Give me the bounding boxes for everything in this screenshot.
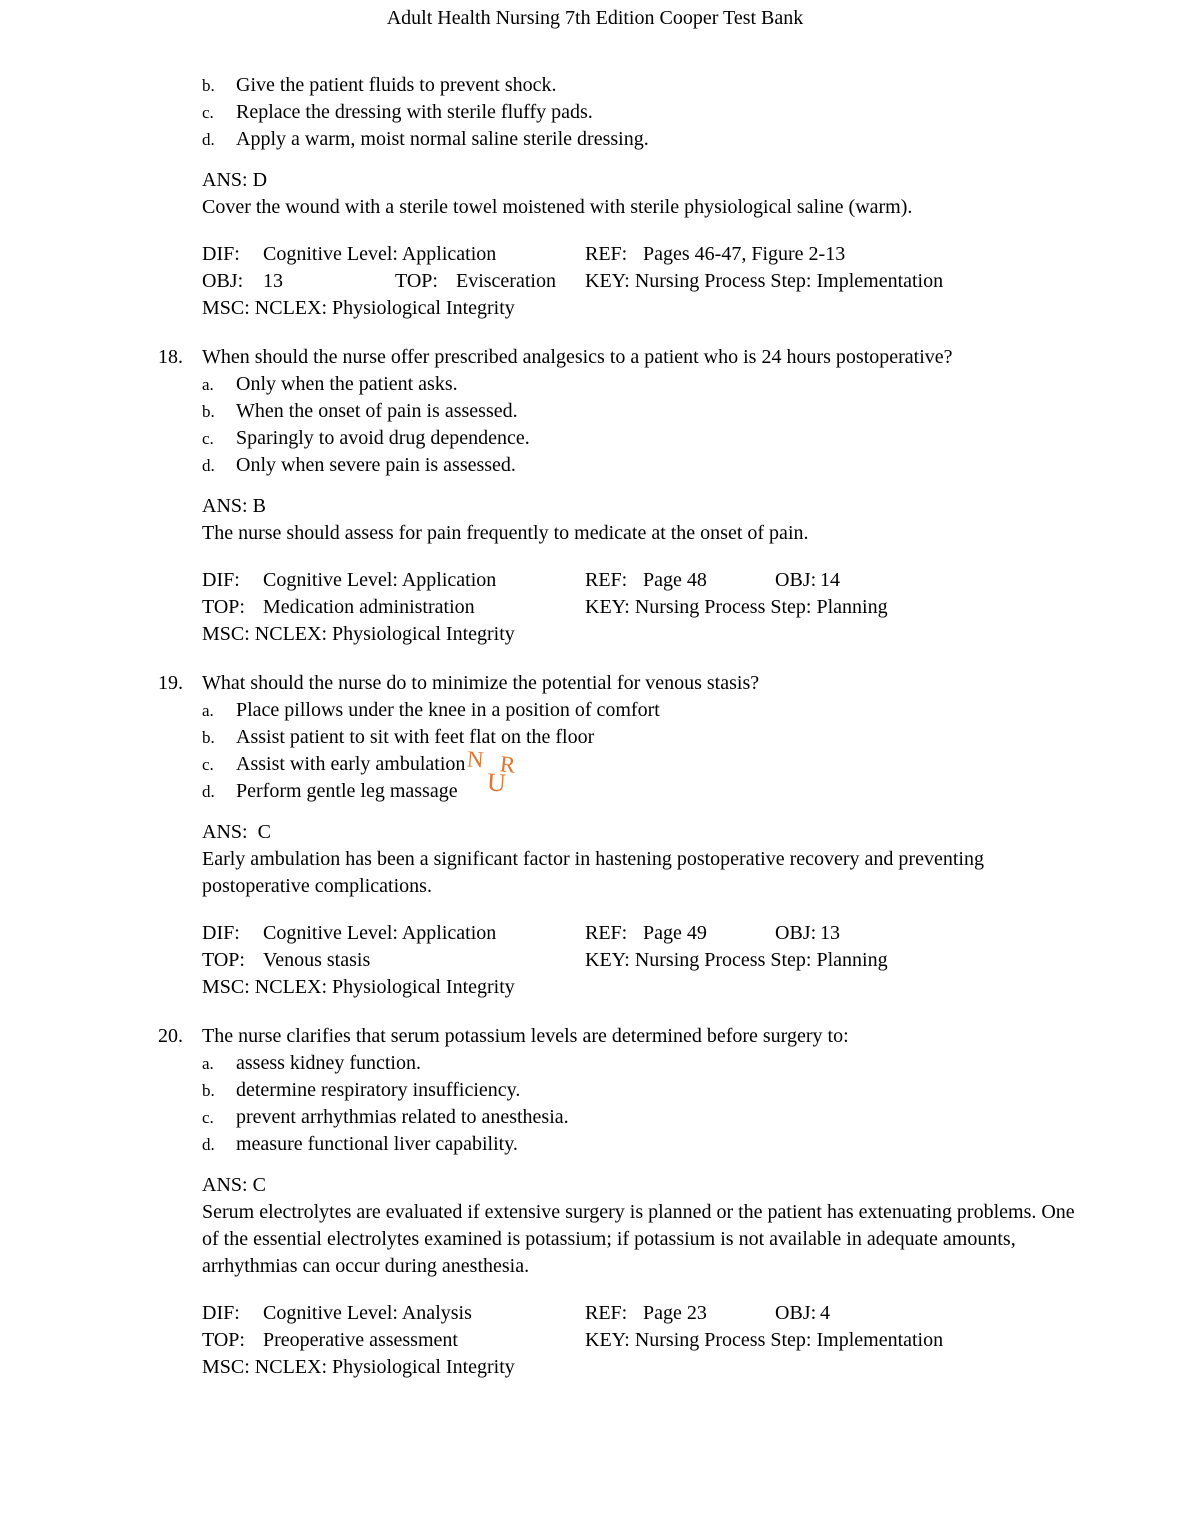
meta-obj-value: 13 (263, 270, 283, 292)
option-text: Assist with early ambulation (236, 753, 466, 775)
meta-row-dif-ref-obj (202, 1300, 1084, 1327)
meta-top-value: Medication administration (263, 596, 475, 618)
meta-obj (775, 567, 840, 594)
answer-option (202, 1104, 1084, 1131)
meta-top-label: TOP: (202, 949, 245, 971)
question-metadata (202, 241, 1084, 322)
meta-ref-value: Page 23 (643, 1302, 707, 1324)
meta-top-label: TOP: (202, 1329, 245, 1351)
answer-option (202, 778, 1084, 805)
meta-msc: MSC: NCLEX: Physiological Integrity (202, 297, 515, 319)
question-line (158, 1023, 1084, 1050)
option-text: measure functional liver capability. (236, 1133, 518, 1155)
option-text: prevent arrhythmias related to anesthesia. (236, 1106, 569, 1128)
meta-msc: MSC: NCLEX: Physiological Integrity (202, 976, 515, 998)
option-letter: b. (202, 728, 215, 747)
option-text: Only when severe pain is assessed. (236, 454, 516, 476)
meta-row-msc (202, 974, 1084, 1001)
watermark-letter-u: U (486, 767, 507, 798)
meta-key: KEY: Nursing Process Step: Planning (585, 949, 888, 971)
meta-row-dif-ref-obj (202, 567, 1084, 594)
answer-option (202, 724, 1084, 751)
meta-dif-value: Cognitive Level: Application (263, 922, 497, 944)
meta-obj (775, 920, 840, 947)
answer-option (202, 1050, 1084, 1077)
rationale-text: Serum electrolytes are evaluated if extensive surgery is planned or the patient has extenuating problems. One of the essential electrolytes examined is potassium; if potassium is not available in adequate amounts, arrhythmias can occur during anesthesia. (202, 1201, 1075, 1277)
meta-ref-label: REF: (585, 922, 628, 944)
meta-row-obj-top-key (202, 268, 1084, 295)
meta-top-label: TOP: (395, 270, 438, 292)
question-text: The nurse clarifies that serum potassium levels are determined before surgery to: (202, 1025, 849, 1047)
question-line (158, 344, 1084, 371)
meta-dif-value: Cognitive Level: Application (263, 569, 497, 591)
option-text: Replace the dressing with sterile fluffy pads. (236, 101, 593, 123)
option-text: Perform gentle leg massage (236, 780, 458, 802)
question-text: What should the nurse do to minimize the potential for venous stasis? (202, 672, 760, 694)
meta-obj-value: 4 (820, 1302, 830, 1324)
option-letter: c. (202, 1108, 214, 1127)
meta-top (202, 947, 585, 974)
option-letter: d. (202, 782, 215, 801)
rationale-text: Early ambulation has been a significant factor in hastening postoperative recovery and preventing postoperative complications. (202, 848, 984, 897)
page-title: Adult Health Nursing 7th Edition Cooper Test Bank (386, 7, 804, 29)
answer-option (202, 1131, 1084, 1158)
option-letter: b. (202, 1081, 215, 1100)
option-text: assess kidney function. (236, 1052, 421, 1074)
rationale-text: The nurse should assess for pain frequently to medicate at the onset of pain. (202, 522, 809, 544)
answer-option (202, 697, 1084, 724)
meta-dif-value: Cognitive Level: Application (263, 243, 497, 265)
meta-obj (202, 268, 395, 295)
question-block-17 (202, 72, 1084, 322)
question-number: 20. (158, 1025, 183, 1047)
answer-option (202, 751, 1084, 778)
option-text: When the onset of pain is assessed. (236, 400, 518, 422)
answer-option (202, 452, 1084, 479)
meta-row-top-key (202, 594, 1084, 621)
meta-top (395, 268, 585, 295)
option-letter: a. (202, 701, 214, 720)
answer-option (202, 425, 1084, 452)
question-metadata (202, 1300, 1084, 1381)
meta-top-value: Venous stasis (263, 949, 371, 971)
meta-obj (775, 1300, 830, 1327)
meta-dif-label: DIF: (202, 922, 240, 944)
meta-ref-label: REF: (585, 243, 628, 265)
meta-row-dif-ref-obj (202, 920, 1084, 947)
meta-dif-label: DIF: (202, 1302, 240, 1324)
option-letter: b. (202, 402, 215, 421)
question-block-18 (158, 344, 1084, 648)
meta-top-label: TOP: (202, 596, 245, 618)
option-letter: b. (202, 76, 215, 95)
meta-top (202, 1327, 585, 1354)
meta-ref-label: REF: (585, 569, 628, 591)
option-text: determine respiratory insufficiency. (236, 1079, 521, 1101)
meta-ref (585, 567, 775, 594)
meta-obj-label: OBJ: (775, 569, 817, 591)
meta-msc: MSC: NCLEX: Physiological Integrity (202, 623, 515, 645)
meta-ref-value: Pages 46-47, Figure 2-13 (643, 243, 846, 265)
answer-line: ANS: C (202, 821, 271, 843)
option-text: Assist patient to sit with feet flat on the floor (236, 726, 595, 748)
answer-line: ANS: D (202, 169, 268, 191)
meta-dif (202, 1300, 585, 1327)
meta-obj-value: 13 (820, 922, 840, 944)
question-block-19 (158, 670, 1084, 1001)
answer-option (202, 398, 1084, 425)
option-letter: a. (202, 1054, 214, 1073)
question-metadata (202, 920, 1084, 1001)
document-content (158, 72, 1084, 1381)
question-text: When should the nurse offer prescribed analgesics to a patient who is 24 hours postoperative? (202, 346, 953, 368)
answer-line: ANS: B (202, 495, 266, 517)
meta-ref (585, 1300, 775, 1327)
meta-row-msc (202, 621, 1084, 648)
meta-dif-label: DIF: (202, 243, 240, 265)
meta-ref-value: Page 49 (643, 922, 707, 944)
meta-obj-label: OBJ: (202, 270, 244, 292)
option-letter: d. (202, 130, 215, 149)
option-letter: d. (202, 1135, 215, 1154)
meta-ref (585, 241, 845, 268)
rationale-text: Cover the wound with a sterile towel moistened with sterile physiological saline (warm). (202, 196, 913, 218)
meta-dif (202, 241, 585, 268)
option-letter: c. (202, 429, 214, 448)
answer-option (202, 371, 1084, 398)
meta-row-msc (202, 1354, 1084, 1381)
answer-option (202, 72, 1084, 99)
option-text: Place pillows under the knee in a position of comfort (236, 699, 660, 721)
watermark-letter-r: R (498, 751, 517, 778)
option-text: Give the patient fluids to prevent shock. (236, 74, 557, 96)
meta-row-top-key (202, 947, 1084, 974)
meta-row-dif-ref (202, 241, 1084, 268)
meta-key: KEY: Nursing Process Step: Planning (585, 596, 888, 618)
option-text: Apply a warm, moist normal saline sterile dressing. (236, 128, 649, 150)
meta-top (202, 594, 585, 621)
meta-obj-label: OBJ: (775, 922, 817, 944)
meta-dif-value: Cognitive Level: Analysis (263, 1302, 472, 1324)
question-number: 19. (158, 672, 183, 694)
option-text: Only when the patient asks. (236, 373, 458, 395)
option-letter: d. (202, 456, 215, 475)
question-block-20 (158, 1023, 1084, 1381)
question-line (158, 670, 1084, 697)
answer-option (202, 1077, 1084, 1104)
answer-option (202, 126, 1084, 153)
meta-top-value: Preoperative assessment (263, 1329, 458, 1351)
meta-dif-label: DIF: (202, 569, 240, 591)
meta-ref-value: Page 48 (643, 569, 707, 591)
meta-ref-label: REF: (585, 1302, 628, 1324)
watermark-letter-n: N (466, 746, 485, 773)
meta-dif (202, 567, 585, 594)
option-text: Sparingly to avoid drug dependence. (236, 427, 530, 449)
meta-row-top-key (202, 1327, 1084, 1354)
meta-obj-value: 14 (820, 569, 840, 591)
meta-key: KEY: Nursing Process Step: Implementation (585, 270, 944, 292)
meta-obj-label: OBJ: (775, 1302, 817, 1324)
option-letter: c. (202, 103, 214, 122)
meta-top-value: Evisceration (456, 270, 556, 292)
question-metadata (202, 567, 1084, 648)
meta-ref (585, 920, 775, 947)
meta-msc: MSC: NCLEX: Physiological Integrity (202, 1356, 515, 1378)
answer-line: ANS: C (202, 1174, 266, 1196)
meta-key: KEY: Nursing Process Step: Implementation (585, 1329, 944, 1351)
option-letter: c. (202, 755, 214, 774)
meta-dif (202, 920, 585, 947)
option-letter: a. (202, 375, 214, 394)
answer-option (202, 99, 1084, 126)
question-number: 18. (158, 346, 183, 368)
meta-row-msc (202, 295, 1084, 322)
